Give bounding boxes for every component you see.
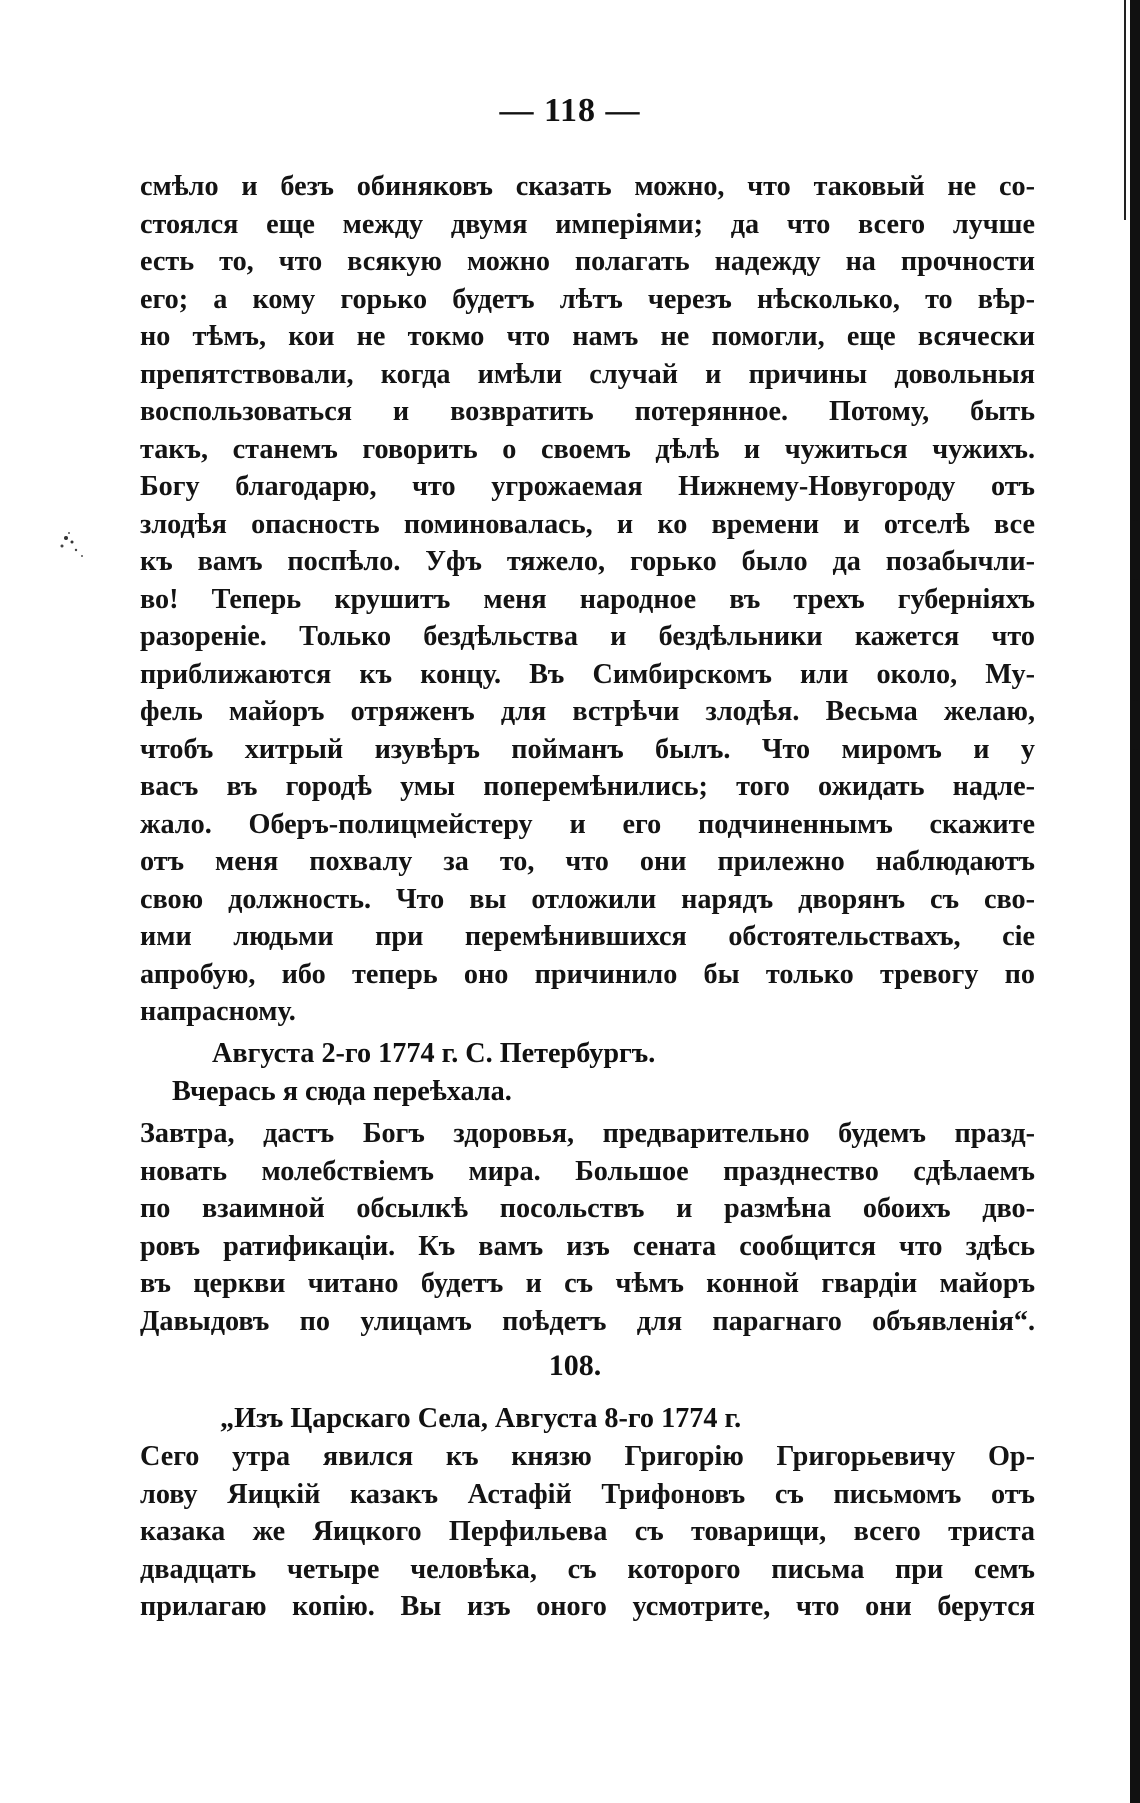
text-line: ими людьми при перемѣнившихся обстоятельствахъ, сiе [140, 921, 1035, 952]
text-line: Сего утра явился къ князю Григорiю Григорьевичу Ор- [140, 1441, 1035, 1472]
text-line: новать молебствiемъ мира. Большое празднество сдѣлаемъ [140, 1155, 1035, 1187]
text-line: отъ меня похвалу за то, что они прилежно наблюдаютъ [140, 846, 1035, 877]
text-line: Завтра, дастъ Богъ здоровья, предварительно будемъ празд- [140, 1118, 1035, 1149]
text-line: лову Яицкiй казакъ Астафiй Трифоновъ съ письмомъ отъ [140, 1478, 1035, 1510]
text-line: во! Теперь крушитъ меня народное въ трехъ губернiяхъ [140, 583, 1035, 615]
text-line: такъ, станемъ говорить о своемъ дѣлѣ и чужиться чужихъ. [140, 433, 1035, 465]
text-line: жало. Оберъ-полицмейстеру и его подчиненнымъ скажите [140, 808, 1035, 840]
text-line: смѣло и безъ обиняковъ сказать можно, что таковый не со- [140, 171, 1035, 202]
text-line: Давыдовъ по улицамъ поѣдетъ для парагнаго объявленiя“. [140, 1305, 1035, 1337]
text-line: чтобъ хитрый изувѣръ пойманъ былъ. Что миромъ и у [140, 733, 1035, 765]
text-line: стоялся еще между двумя имперiями; да что всего лучше [140, 208, 1035, 240]
text-line: по взаимной обсылкѣ посольствъ и размѣна обоихъ дво- [140, 1193, 1035, 1224]
text-line: апробую, ибо теперь оно причинило бы только тревогу по [140, 958, 1035, 990]
text-line: препятствовали, когда имѣли случай и причины довольныя [140, 358, 1035, 390]
text-line: напрасному. [140, 996, 296, 1027]
page-edge-mark [1133, 700, 1138, 750]
ink-speck-mark [52, 524, 94, 566]
text-line: воспользоваться и возвратить потерянное. Потому, быть [140, 396, 1035, 427]
paragraph-cossack-letter [140, 1438, 1035, 1626]
text-line: васъ въ городѣ умы поперемѣнились; того ожидать надле- [140, 771, 1035, 802]
paragraph-celebration [140, 1115, 1035, 1340]
page-edge-mark [1133, 520, 1138, 580]
text-line: разоренiе. Только бездѣльства и бездѣльники кажется что [140, 621, 1035, 652]
letter-number: 108. [548, 1349, 602, 1382]
paragraph-letter-continuation [140, 168, 1035, 1031]
text-line: ровъ ратификацiи. Къ вамъ изъ сената сообщится что здѣсь [140, 1230, 1035, 1262]
text-line: Богу благодарю, что угрожаемая Нижнему-Новугороду отъ [140, 471, 1035, 502]
moved-line: Вчерась я сюда переѣхала. [172, 1076, 512, 1107]
text-line: въ церкви читано будетъ и съ чѣмъ конной гвардiи майоръ [140, 1268, 1035, 1299]
text-line: фель майоръ отряженъ для встрѣчи злодѣя. Весьма желаю, [140, 696, 1035, 727]
page-edge-shadow [1130, 0, 1140, 1803]
text-line: свою должность. Что вы отложили нарядъ дворянъ съ сво- [140, 883, 1035, 915]
text-line: казака же Яицкого Перфильева съ товарищи, всего триста [140, 1516, 1035, 1547]
letter-heading: „Изъ Царскаго Села, Августа 8-го 1774 г. [220, 1403, 742, 1434]
text-line: приближаются къ концу. Въ Симбирскомъ или около, Му- [140, 658, 1035, 690]
text-line: прилагаю копiю. Вы изъ оного усмотрите, что они берутся [140, 1591, 1035, 1622]
text-line: но тѣмъ, кои не токмо что намъ не помогли, еще всячески [140, 321, 1035, 352]
text-line: есть то, что всякую можно полагать надежду на прочности [140, 246, 1035, 277]
text-line: къ вамъ поспѣло. Уфъ тяжело, горько было да позабычли- [140, 546, 1035, 577]
text-line: злодѣя опасность поминовалась, и ко времени и отселѣ все [140, 508, 1035, 540]
page-number: — 118 — [499, 92, 641, 129]
text-line: его; а кому горько будетъ лѣтъ черезъ нѣсколько, то вѣр- [140, 283, 1035, 315]
date-line: Августа 2-го 1774 г. С. Петербургъ. [212, 1038, 656, 1069]
text-line: двадцать четыре человѣка, съ которого письма при семъ [140, 1553, 1035, 1585]
